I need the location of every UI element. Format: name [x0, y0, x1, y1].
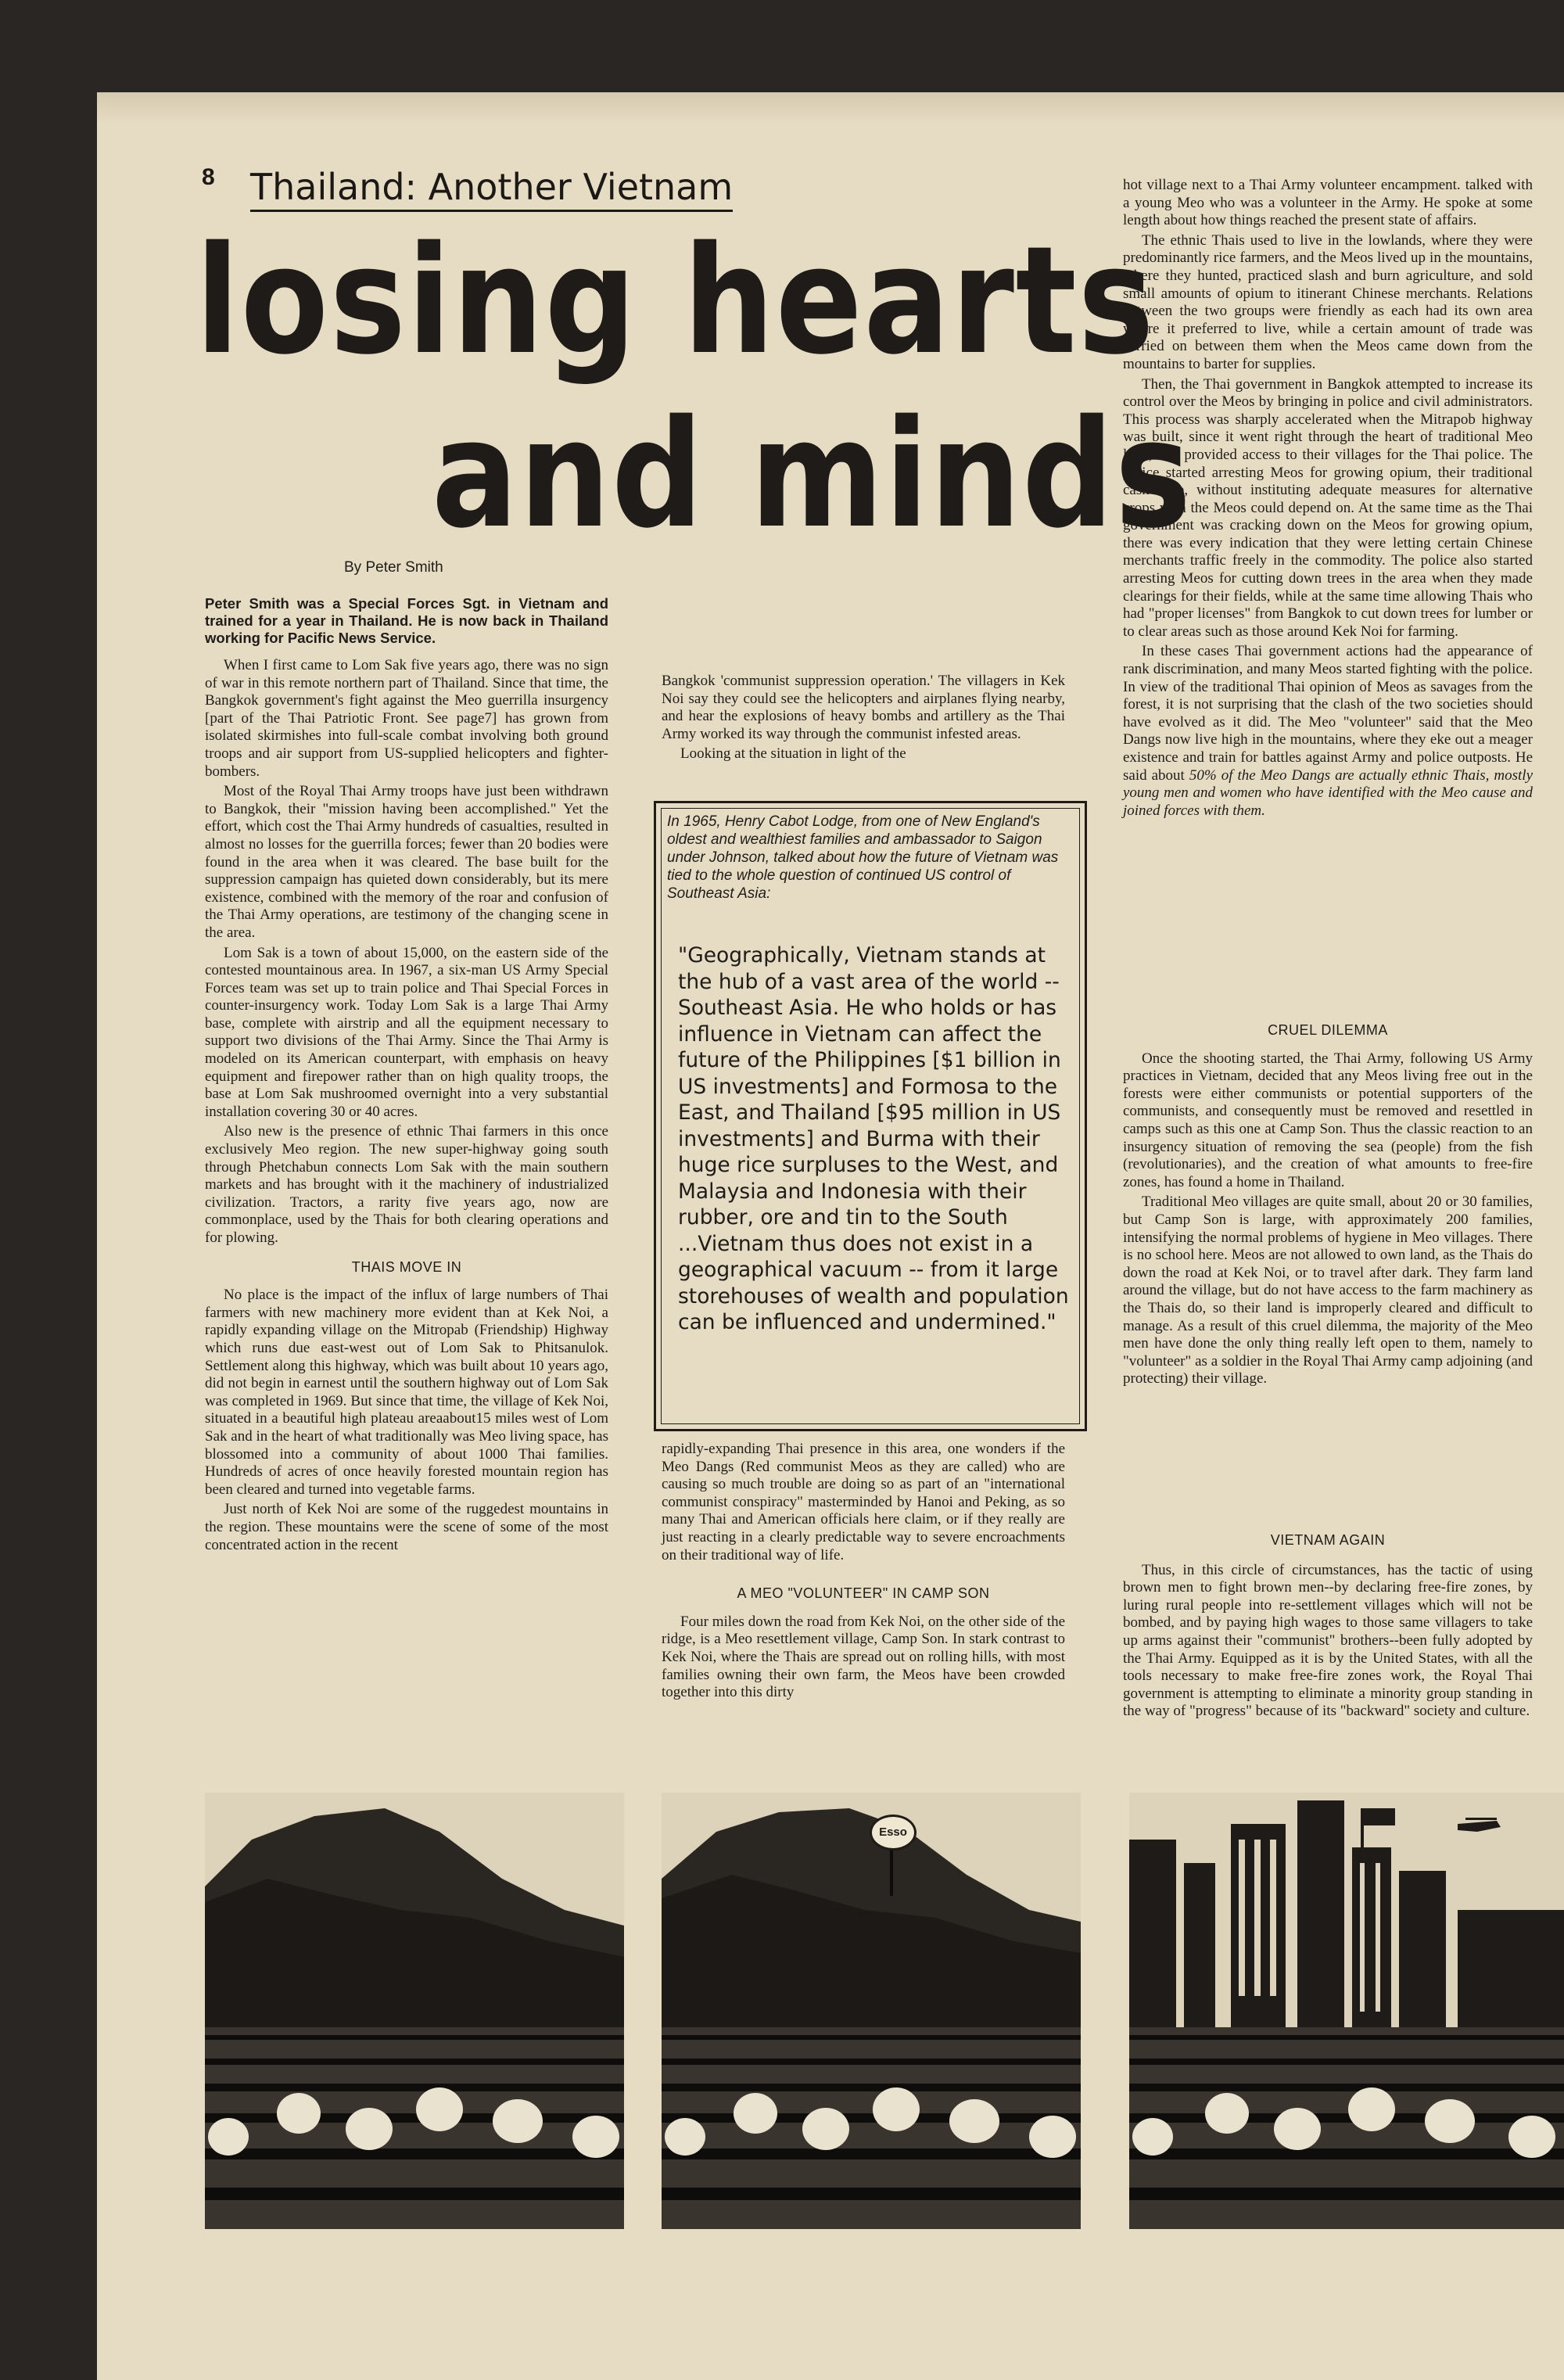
paragraph: rapidly-expanding Thai presence in this area, one wonders if the Meo Dangs (Red communist Meos as they are called) who are causing so much trouble are doing so as part of an "international communist conspiracy" masterminded by Hanoi and Peking, as so many Thai and American officials here claim, or if they really are just reacting in a clearly predictable way to severe encroachments on their traditional way of life. — [662, 1441, 1065, 1563]
article-column-3 — [1123, 177, 1533, 822]
photo-illustration — [205, 1793, 624, 2229]
paragraph: The ethnic Thais used to live in the lowlands, where they were predominantly rice farmers, and the Meos lived up in the mountains, where they hunted, practiced slash and burn agriculture, and sold small amounts of opium to itinerant Chinese merchants. Relations between the two groups were friendly as each had its own area where it preferred to live, while a certain amount of trade was carried on between them when the Meos came down from the mountains to barter for supplies. — [1123, 232, 1533, 372]
paragraph: Just north of Kek Noi are some of the ruggedest mountains in the region. These mountains were the scene of some of the most concentrated action in the recent — [205, 1501, 608, 1553]
subhead-meo-volunteer: A MEO "VOLUNTEER" IN CAMP SON — [737, 1585, 990, 1602]
paragraph — [1123, 643, 1533, 820]
lodge-quote: "Geographically, Vietnam stands at the hub of a vast area of the world -- Southeast Asia. He who holds or has influence in Vietnam can affect the future of the Philippines [$1 billion in US investments] and Formosa to the East, and Thailand [$95 million in US investments] and Burma with their huge rice surpluses to the West, and Malaysia and Indonesia with their rubber, ore and tin to the South ...Vietnam thus does not exist in a geographical vacuum -- from it large storehouses of wealth and population can be influenced and undermined." — [678, 943, 1069, 1334]
paragraph: No place is the impact of the influx of large numbers of Thai farmers with new machinery more evident than at Kek Noi, a rapidly expanding village on the Mitropab (Friendship) Highway which runs due east-west out of Lom Sak to Phitsanulok. Settlement along this highway, which was built about 10 years ago, did not begin in earnest until the southern highway out of Lom Sak was completed in 1969. But since that time, the village of Kek Noi, situated in a beautiful high plateau areaabout15 miles west of Lom Sak and in the heart of what traditionally was Meo living space, has blossomed into a community of about 1000 Thai families. Hundreds of acres of once heavily forested mountain region has been cleared and turned into vegetable farms. — [205, 1287, 608, 1498]
paragraph: Four miles down the road from Kek Noi, on the other side of the ridge, is a Meo resettlement village, Camp Son. In stark contrast to Kek Noi, where the Thais are spread out on rolling hills, with most families owning their own farm, the Meos have been crowded together into this dirty — [662, 1613, 1065, 1701]
italic-text: 50% of the Meo Dangs are actually ethnic Thais, mostly young men and women who have identified with the Meo cause and joined forces with them. — [1123, 766, 1533, 819]
subhead-thais-move-in: THAIS MOVE IN — [351, 1258, 462, 1275]
article-column-3-bottom — [1123, 1531, 1533, 1723]
subhead-vietnam-again: VIETNAM AGAIN — [1270, 1532, 1386, 1548]
pull-quote-box — [654, 801, 1087, 1431]
byline: By Peter Smith — [344, 559, 443, 576]
paragraph-text: In these cases Thai government actions had the appearance of rank discrimination, and many Meos started fighting with the police. In view of the traditional Thai opinion of Meos as savages from the forest, it is not surprising that the clash of the two societies should have evolved as it did. The Meo "volunteer" said that the Meo Dangs now live high in the mountains, where they eke out a meager existence and train for battles against Army and police outposts. He said about — [1123, 643, 1533, 784]
paragraph: Then, the Thai government in Bangkok attempted to increase its control over the Meos by bringing in police and civil administrators. This process was sharply accelerated when the Mitrapob highway was built, since it went right through the heart of traditional Meo land, and provided access to their villages for the Thai police. The police started arresting Meos for growing opium, their traditional cash crop, without instituting adequate measures for alternative crops with the Meos could depend on. At the same time as the Thai government was cracking down on the Meos for growing opium, there was every indication that they were letting certain Chinese merchants traffic freely in the commodity. The police also started arresting Meos for cutting down trees in the area when they made clearings for their fields, while at the same time allowing Thais who had "proper licenses" from Bangkok to cut down trees for lumber or to clear areas such as those around Kek Noi for farming. — [1123, 375, 1533, 640]
headline-line-2: and minds — [432, 388, 1193, 561]
headline-line-1: losing hearts — [196, 214, 1156, 387]
article-column-2-top — [662, 673, 1065, 766]
section-title: Thailand: Another Vietnam — [250, 166, 733, 212]
article-column-1 — [205, 657, 608, 1556]
paragraph: hot village next to a Thai Army volunteer encampment. talked with a young Meo who was a volunteer in the Army. He spoke at some length about how things reached the present state of affairs. — [1123, 177, 1533, 229]
paragraph: Traditional Meo villages are quite small, about 20 or 30 families, but Camp Son is large, with approximately 200 families, intensifying the normal problems of hygiene in Meo villages. There is no school here. Meos are not allowed to own land, as the Thais do down the road at Kek Noi, or to travel after dark. They farm land around the village, but do not have access to the farm machinery as the Thais do, so their land is improperly cleared and difficult to manage. As a result of this cruel dilemma, the majority of the Meo men have done the only thing really left open to them, namely to "volunteer" as a soldier in the Royal Thai Army camp adjoining (and protecting) their village. — [1123, 1194, 1533, 1387]
page-number: 8 — [202, 164, 215, 190]
paragraph: Once the shooting started, the Thai Army, following US Army practices in Vietnam, decided that any Meos living free out in the forests were either communists or potential supporters of the communists, and consequently must be removed and resettled in camps such as this one at Camp Son. Thus the classic reaction to an insurgency situation of removing the sea (people) from the fish (revolutionaries), and the creation of what amounts to free-fire zones, has found a home in Thailand. — [1123, 1050, 1533, 1190]
paragraph: Looking at the situation in light of the — [680, 745, 906, 763]
subhead-cruel-dilemma: CRUEL DILEMMA — [1268, 1022, 1388, 1038]
photo-illustration — [1129, 1793, 1564, 2229]
paragraph: Thus, in this circle of circumstances, has the tactic of using brown men to fight brown men--by declaring free-fire zones, by luring rural people into re-settlement villages which will not be bombed, and by paying high wages to those same villagers to take up arms against their "communist" brothers--been fully adopted by the Thai Army. Equipped as it is by the United States, with all the tools necessary to make free-fire zones work, the Royal Thai government is attempting to eliminate a minority group standing in the way of "progress" because of its "backward" society and culture. — [1123, 1561, 1533, 1720]
esso-sign: Esso — [870, 1815, 917, 1851]
author-bio: Peter Smith was a Special Forces Sgt. in Vietnam and trained for a year in Thailand. He is now back in Thailand working for Pacific News Service. — [205, 595, 608, 646]
paragraph: Most of the Royal Thai Army troops have just been withdrawn to Bangkok, their "mission having been accomplished." Yet the effort, which cost the Thai Army hundreds of casualties, resulted in almost no losses for the guerrilla forces; fewer than 20 bodies were found in the area when it was cleared. The base built for the suppression campaign has quieted down considerably, but its mere existence, combined with the memory of the roar and confusion of the Thai Army operations, are testimony of the changing scene in the area. — [205, 783, 608, 941]
photo-rice-field-city-skyline — [1129, 1793, 1564, 2229]
paragraph: Bangkok 'communist suppression operation.' The villagers in Kek Noi say they could see the helicopters and airplanes flying nearby, and hear the explosions of heavy bombs and artillery as the Thai Army worked its way through the communist infested areas. — [662, 673, 1065, 742]
photo-rice-field-esso-sign — [662, 1793, 1081, 2229]
article-column-2-bottom — [662, 1441, 1065, 1704]
quote-intro: In 1965, Henry Cabot Lodge, from one of New England's oldest and wealthiest families and ambassador to Saigon under Johnson, talked about how the future of Vietnam was tied to the whole question of continued US control of Southeast Asia: — [667, 813, 1059, 902]
paragraph: Lom Sak is a town of about 15,000, on the eastern side of the contested mountainous area. In 1967, a six-man US Army Special Forces team was set up to train police and Thai Special Forces in counter-insurgency work. Today Lom Sak is a large Thai Army base, complete with airstrip and all the equipment necessary to support two divisions of the Thai Army. Since the Thai Army is modeled on its American counterpart, with emphasis on heavy equipment and firepower rather than on high quality troops, the base at Lom Sak mushroomed overnight into a very substantial installation covering 30 or 40 acres. — [205, 944, 608, 1120]
photo-illustration — [662, 1793, 1081, 2229]
paragraph: Also new is the presence of ethnic Thai farmers in this once exclusively Meo region. The new super-highway going south through Phetchabun connects Lom Sak with the main southern markets and has brought with it the machinery of industrialized civilization. Tractors, a rarity five years ago, now are commonplace, used by the Thais for both clearing operations and for plowing. — [205, 1123, 608, 1246]
photo-rice-field-mountain — [205, 1793, 624, 2229]
article-column-3-middle — [1123, 1021, 1533, 1391]
paragraph: When I first came to Lom Sak five years ago, there was no sign of war in this remote northern part of Thailand. Since that time, the Bangkok government's fight against the Meo guerrilla insurgency [part of the Thai Patriotic Front. See page7] has grown from isolated skirmishes into full-scale combat involving both ground troops and air support from US-supplied helicopters and fighter-bombers. — [205, 657, 608, 780]
